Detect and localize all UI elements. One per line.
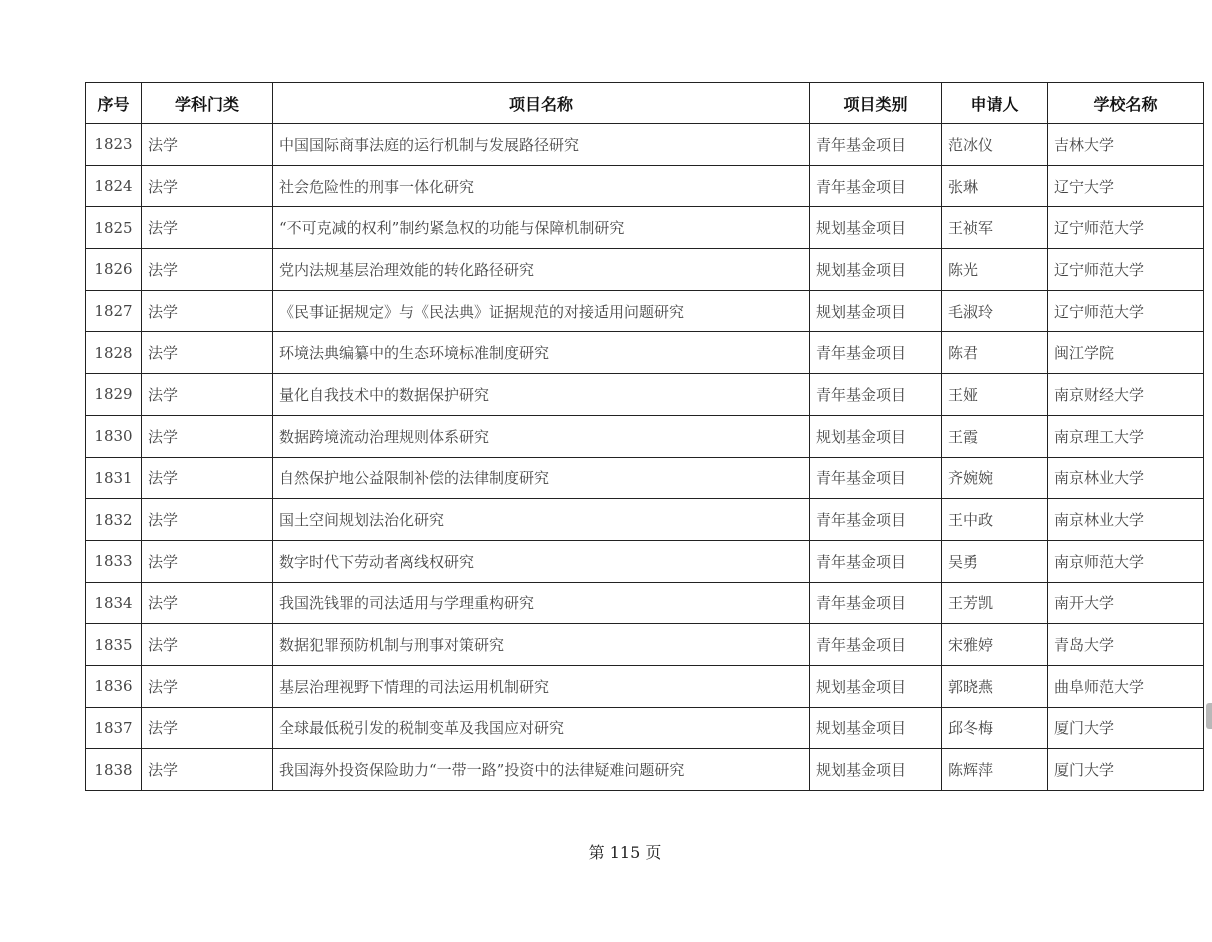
- table-row: [86, 415, 1204, 457]
- cell-applicant: 吴勇: [942, 540, 1048, 582]
- cell-school: 辽宁师范大学: [1048, 249, 1204, 291]
- cell-project-type: 规划基金项目: [810, 707, 942, 749]
- cell-school: 曲阜师范大学: [1048, 665, 1204, 707]
- table-body: [86, 124, 1204, 791]
- cell-index: 1835: [86, 624, 142, 666]
- cell-project-type: 青年基金项目: [810, 540, 942, 582]
- cell-applicant: 王娅: [942, 374, 1048, 416]
- cell-project-type: 规划基金项目: [810, 415, 942, 457]
- cell-project-name: 量化自我技术中的数据保护研究: [273, 374, 810, 416]
- cell-discipline: 法学: [142, 249, 273, 291]
- cell-school: 吉林大学: [1048, 124, 1204, 166]
- cell-project-type: 规划基金项目: [810, 665, 942, 707]
- cell-index: 1828: [86, 332, 142, 374]
- cell-project-name: 我国海外投资保险助力“一带一路”投资中的法律疑难问题研究: [273, 749, 810, 791]
- cell-discipline: 法学: [142, 207, 273, 249]
- cell-project-name: 基层治理视野下情理的司法运用机制研究: [273, 665, 810, 707]
- cell-index: 1825: [86, 207, 142, 249]
- cell-project-type: 青年基金项目: [810, 457, 942, 499]
- header-school: 学校名称: [1048, 83, 1204, 124]
- cell-discipline: 法学: [142, 665, 273, 707]
- cell-project-name: 数字时代下劳动者离线权研究: [273, 540, 810, 582]
- table-row: [86, 165, 1204, 207]
- cell-discipline: 法学: [142, 332, 273, 374]
- cell-project-type: 规划基金项目: [810, 207, 942, 249]
- cell-index: 1837: [86, 707, 142, 749]
- cell-project-type: 青年基金项目: [810, 374, 942, 416]
- cell-project-type: 青年基金项目: [810, 165, 942, 207]
- header-applicant: 申请人: [942, 83, 1048, 124]
- cell-index: 1836: [86, 665, 142, 707]
- cell-index: 1833: [86, 540, 142, 582]
- cell-project-name: 全球最低税引发的税制变革及我国应对研究: [273, 707, 810, 749]
- cell-index: 1826: [86, 249, 142, 291]
- table-row: [86, 624, 1204, 666]
- cell-discipline: 法学: [142, 624, 273, 666]
- cell-applicant: 陈光: [942, 249, 1048, 291]
- table-row: [86, 540, 1204, 582]
- cell-discipline: 法学: [142, 707, 273, 749]
- cell-school: 南京师范大学: [1048, 540, 1204, 582]
- cell-project-type: 青年基金项目: [810, 624, 942, 666]
- table-row: [86, 374, 1204, 416]
- cell-index: 1832: [86, 499, 142, 541]
- cell-index: 1830: [86, 415, 142, 457]
- cell-applicant: 范冰仪: [942, 124, 1048, 166]
- cell-applicant: 张琳: [942, 165, 1048, 207]
- cell-school: 南京理工大学: [1048, 415, 1204, 457]
- cell-discipline: 法学: [142, 415, 273, 457]
- page-number: 第 115 页: [588, 843, 662, 862]
- cell-discipline: 法学: [142, 749, 273, 791]
- cell-applicant: 郭晓燕: [942, 665, 1048, 707]
- cell-index: 1829: [86, 374, 142, 416]
- cell-applicant: 王芳凯: [942, 582, 1048, 624]
- cell-project-type: 青年基金项目: [810, 499, 942, 541]
- cell-school: 青岛大学: [1048, 624, 1204, 666]
- table-row: [86, 665, 1204, 707]
- cell-index: 1827: [86, 290, 142, 332]
- cell-project-name: 国土空间规划法治化研究: [273, 499, 810, 541]
- table-row: [86, 332, 1204, 374]
- table-row: [86, 707, 1204, 749]
- cell-applicant: 毛淑玲: [942, 290, 1048, 332]
- cell-index: 1831: [86, 457, 142, 499]
- cell-project-name: 中国国际商事法庭的运行机制与发展路径研究: [273, 124, 810, 166]
- cell-school: 南京财经大学: [1048, 374, 1204, 416]
- scrollbar-thumb[interactable]: [1206, 703, 1212, 729]
- cell-discipline: 法学: [142, 124, 273, 166]
- header-index: 序号: [86, 83, 142, 124]
- table-row: [86, 582, 1204, 624]
- cell-discipline: 法学: [142, 457, 273, 499]
- cell-applicant: 王霞: [942, 415, 1048, 457]
- header-discipline: 学科门类: [142, 83, 273, 124]
- cell-project-name: “不可克减的权利”制约紧急权的功能与保障机制研究: [273, 207, 810, 249]
- cell-project-name: 环境法典编纂中的生态环境标准制度研究: [273, 332, 810, 374]
- cell-discipline: 法学: [142, 499, 273, 541]
- cell-project-name: 数据跨境流动治理规则体系研究: [273, 415, 810, 457]
- cell-project-type: 规划基金项目: [810, 249, 942, 291]
- table-row: [86, 499, 1204, 541]
- cell-project-name: 数据犯罪预防机制与刑事对策研究: [273, 624, 810, 666]
- project-table: [85, 82, 1204, 791]
- cell-applicant: 王祯军: [942, 207, 1048, 249]
- cell-project-type: 青年基金项目: [810, 124, 942, 166]
- table-row: [86, 749, 1204, 791]
- cell-school: 闽江学院: [1048, 332, 1204, 374]
- cell-index: 1834: [86, 582, 142, 624]
- cell-project-name: 社会危险性的刑事一体化研究: [273, 165, 810, 207]
- cell-discipline: 法学: [142, 582, 273, 624]
- cell-discipline: 法学: [142, 290, 273, 332]
- cell-project-name: 自然保护地公益限制补偿的法律制度研究: [273, 457, 810, 499]
- cell-applicant: 陈辉萍: [942, 749, 1048, 791]
- cell-discipline: 法学: [142, 540, 273, 582]
- table-row: [86, 249, 1204, 291]
- cell-discipline: 法学: [142, 165, 273, 207]
- cell-index: 1823: [86, 124, 142, 166]
- cell-school: 南京林业大学: [1048, 457, 1204, 499]
- cell-applicant: 邱冬梅: [942, 707, 1048, 749]
- cell-project-type: 青年基金项目: [810, 582, 942, 624]
- cell-applicant: 王中政: [942, 499, 1048, 541]
- cell-school: 辽宁师范大学: [1048, 207, 1204, 249]
- cell-project-type: 规划基金项目: [810, 749, 942, 791]
- table-row: [86, 207, 1204, 249]
- cell-project-name: 党内法规基层治理效能的转化路径研究: [273, 249, 810, 291]
- cell-school: 南京林业大学: [1048, 499, 1204, 541]
- cell-index: 1838: [86, 749, 142, 791]
- table-row: [86, 457, 1204, 499]
- cell-school: 厦门大学: [1048, 749, 1204, 791]
- cell-school: 辽宁师范大学: [1048, 290, 1204, 332]
- cell-school: 南开大学: [1048, 582, 1204, 624]
- cell-applicant: 宋雅婷: [942, 624, 1048, 666]
- cell-applicant: 齐婉婉: [942, 457, 1048, 499]
- header-project-name: 项目名称: [273, 83, 810, 124]
- cell-project-name: 《民事证据规定》与《民法典》证据规范的对接适用问题研究: [273, 290, 810, 332]
- table-header-row: [86, 83, 1204, 124]
- cell-project-type: 青年基金项目: [810, 332, 942, 374]
- cell-applicant: 陈君: [942, 332, 1048, 374]
- table-row: [86, 290, 1204, 332]
- cell-discipline: 法学: [142, 374, 273, 416]
- cell-index: 1824: [86, 165, 142, 207]
- table-row: [86, 124, 1204, 166]
- cell-school: 辽宁大学: [1048, 165, 1204, 207]
- cell-project-type: 规划基金项目: [810, 290, 942, 332]
- header-project-type: 项目类别: [810, 83, 942, 124]
- cell-school: 厦门大学: [1048, 707, 1204, 749]
- cell-project-name: 我国洗钱罪的司法适用与学理重构研究: [273, 582, 810, 624]
